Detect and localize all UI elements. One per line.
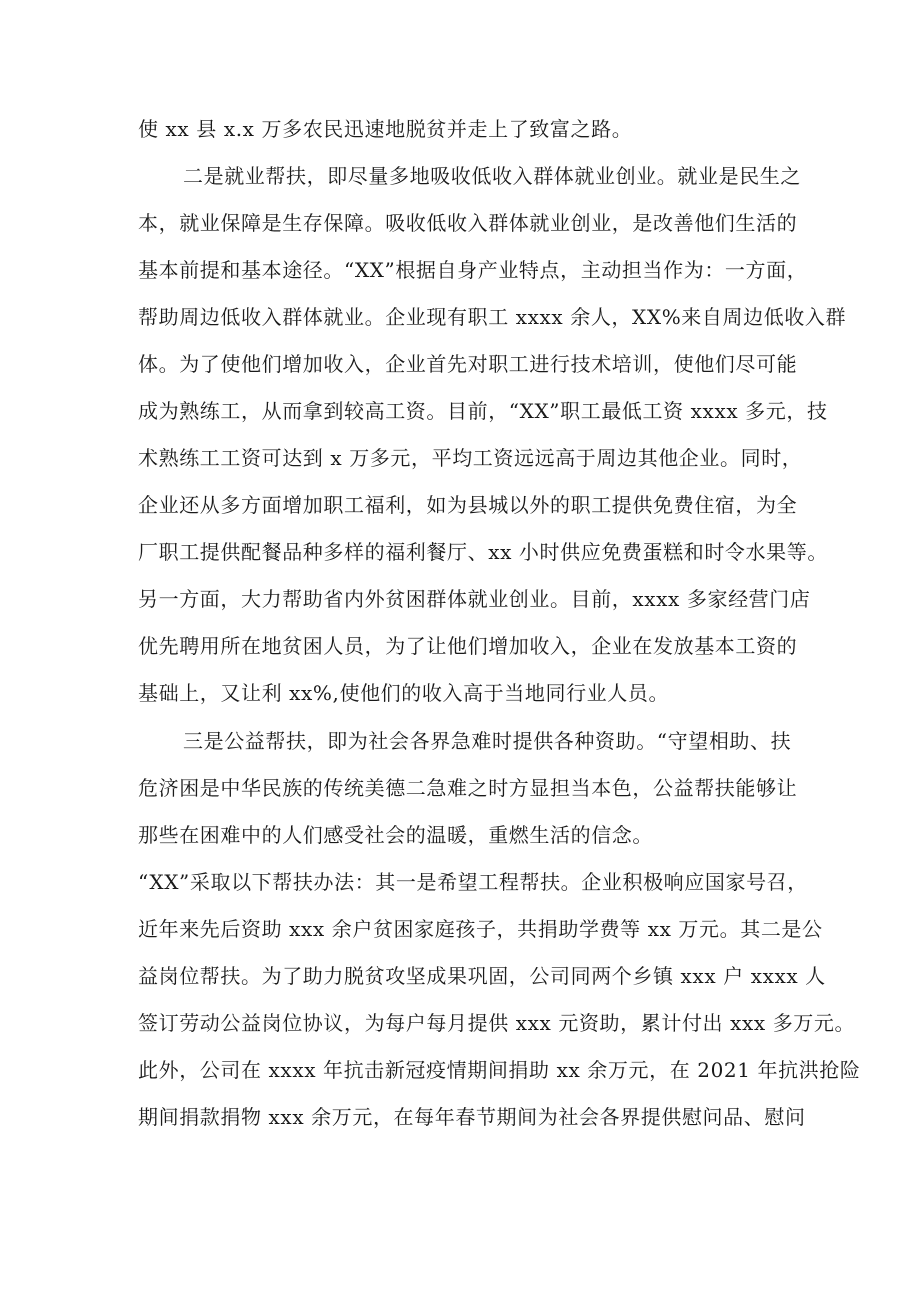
text-line-12: 优先聘用所在地贫困人员，为了让他们增加收入，企业在发放基本工资的 [138, 634, 798, 658]
text-line-1: 使 xx 县 x.x 万多农民迅速地脱贫并走上了致富之路。 [138, 117, 633, 141]
text-line-6: 体。为了使他们增加收入，企业首先对职工进行技术培训，使他们尽可能 [138, 352, 798, 376]
text-line-15: 危济困是中华民族的传统美德二急难之时方显担当本色，公益帮扶能够让 [138, 776, 798, 800]
text-line-3: 本，就业保障是生存保障。吸收低收入群体就业创业，是改善他们生活的 [138, 211, 798, 235]
text-line-7: 成为熟练工，从而拿到较高工资。目前，“XX”职工最低工资 xxxx 多元，技 [138, 399, 828, 423]
text-line-14: 三是公益帮扶，即为社会各界急难时提供各种资助。“守望相助、扶 [183, 729, 792, 753]
text-line-2: 二是就业帮扶，即尽量多地吸收低收入群体就业创业。就业是民生之 [183, 164, 801, 188]
text-line-21: 此外，公司在 xxxx 年抗击新冠疫情期间捐助 xx 余万元，在 2021 年抗洪抢险 [138, 1058, 861, 1082]
text-line-19: 益岗位帮扶。为了助力脱贫攻坚成果巩固，公司同两个乡镇 xxx 户 xxxx 人 [138, 964, 826, 988]
text-line-18: 近年来先后资助 xxx 余户贫困家庭孩子，共捐助学费等 xx 万元。其二是公 [138, 917, 823, 941]
text-line-4: 基本前提和基本途径。“XX”根据自身产业特点，主动担当作为：一方面， [138, 258, 808, 282]
text-line-20: 签订劳动公益岗位协议，为每户每月提供 xxx 元资助，累计付出 xxx 多万元。 [138, 1011, 856, 1035]
text-line-17: “XX”采取以下帮扶办法：其一是希望工程帮扶。企业积极响应国家号召， [138, 870, 808, 894]
text-line-10: 厂职工提供配餐品种多样的福利餐厅、xx 小时供应免费蛋糕和时令水果等。 [138, 540, 828, 564]
text-line-13: 基础上，又让利 xx%,使他们的收入高于当地同行业人员。 [138, 681, 670, 705]
text-line-8: 术熟练工工资可达到 x 万多元，平均工资远远高于周边其他企业。同时， [138, 446, 803, 470]
text-line-9: 企业还从多方面增加职工福利，如为县城以外的职工提供免费住宿，为全 [138, 493, 798, 517]
text-line-5: 帮助周边低收入群体就业。企业现有职工 xxxx 余人，XX%来自周边低收入群 [138, 305, 847, 329]
text-line-22: 期间捐款捐物 xxx 余万元，在每年春节期间为社会各界提供慰问品、慰问 [138, 1105, 806, 1129]
text-line-11: 另一方面，大力帮助省内外贫困群体就业创业。目前，xxxx 多家经营门店 [138, 587, 811, 611]
text-line-16: 那些在困难中的人们感受社会的温暖，重燃生活的信念。 [138, 823, 653, 847]
